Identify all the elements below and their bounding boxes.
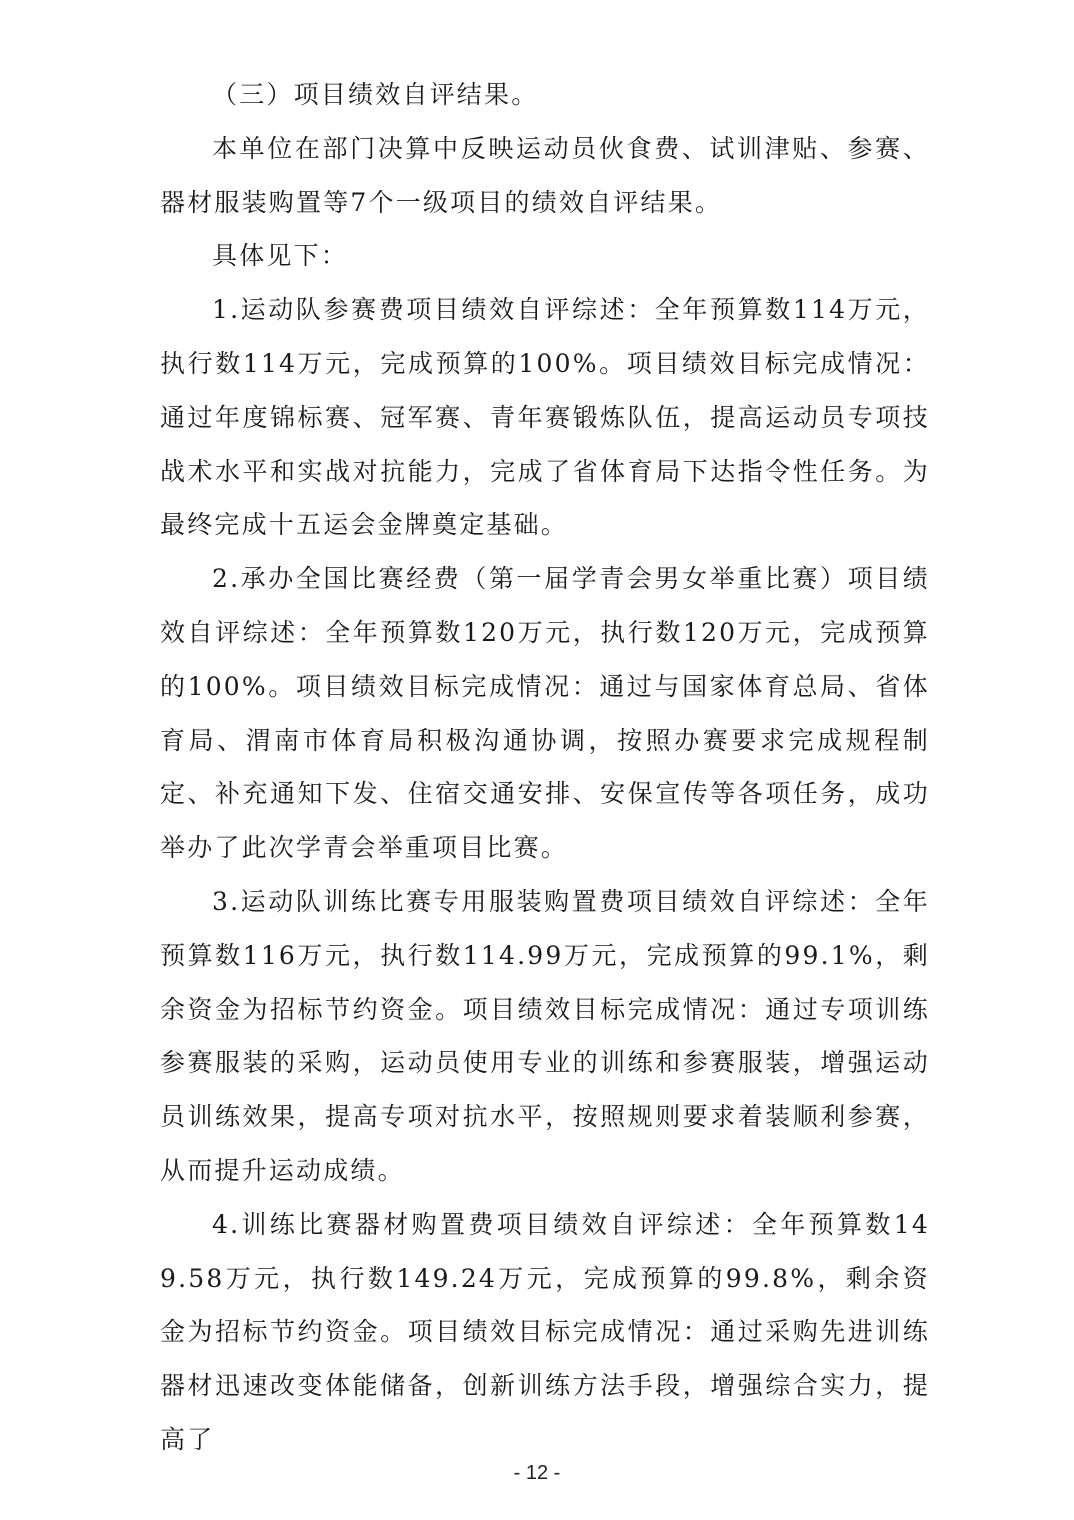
item-1-paragraph: 1.运动队参赛费项目绩效自评综述：全年预算数114万元，执行数114万元，完成预算的100%。项目绩效目标完成情况：通过年度锦标赛、冠军赛、青年赛锻炼队伍，提高运动员专项技战术水平和实战对抗能力，完成了省体育局下达指令性任务。为最终完成十五运会金牌奠定基础。 (160, 295, 930, 540)
item-2-paragraph: 2.承办全国比赛经费（第一届学青会男女举重比赛）项目绩效自评综述：全年预算数120万元，执行数120万元，完成预算的100%。项目绩效目标完成情况：通过与国家体育总局、省体育局、渭南市体育局积极沟通协调，按照办赛要求完成规程制定、补充通知下发、住宿交通安排、安保宣传等各项任务，成功举办了此次学青会举重项目比赛。 (160, 564, 930, 863)
page-number: - 12 - (513, 1462, 561, 1484)
section-heading: （三）项目绩效自评结果。 (212, 80, 539, 109)
details-lead-paragraph: 具体见下： (212, 241, 349, 271)
document-body (160, 68, 930, 1467)
item-4-paragraph: 4.训练比赛器材购置费项目绩效自评综述：全年预算数149.58万元，执行数149.24万元，完成预算的99.8%，剩余资金为招标节约资金。项目绩效目标完成情况：通过采购先进训练器材迅速改变体能储备，创新训练方法手段，增强综合实力，提高了 (160, 1209, 930, 1454)
item-3-paragraph: 3.运动队训练比赛专用服装购置费项目绩效自评综述：全年预算数116万元，执行数114.99万元，完成预算的99.1%，剩余资金为招标节约资金。项目绩效目标完成情况：通过专项训练参赛服装的采购，运动员使用专业的训练和参赛服装，增强运动员训练效果，提高专项对抗水平，按照规则要求着装顺利参赛，从而提升运动成绩。 (160, 886, 930, 1185)
intro-paragraph: 本单位在部门决算中反映运动员伙食费、试训津贴、参赛、器材服装购置等7个一级项目的绩效自评结果。 (160, 133, 930, 217)
